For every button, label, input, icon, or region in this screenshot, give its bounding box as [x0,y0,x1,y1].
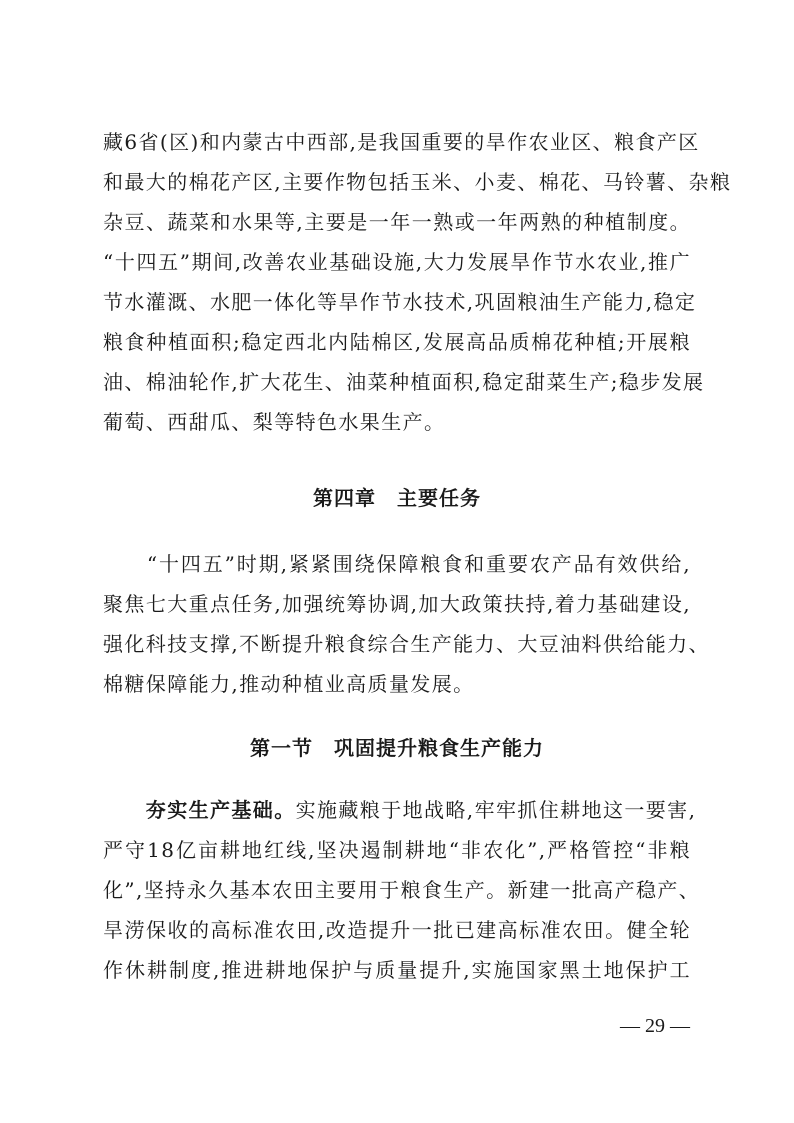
text-line: 油、棉油轮作,扩大花生、油菜种植面积,稳定甜菜生产;稳步发展 [103,370,705,394]
text-line: 葡萄、西甜瓜、梨等特色水果生产。 [103,410,446,434]
chapter-heading: 第四章 主要任务 [313,486,481,510]
text-line: 藏6省(区)和内蒙古中西部,是我国重要的旱作农业区、粮食产区 [103,130,700,154]
text-line: 棉糖保障能力,推动种植业高质量发展。 [103,672,475,696]
text-line: 聚焦七大重点任务,加强统筹协调,加大政策扶持,着力基础建设, [103,592,691,616]
text-line: 杂豆、蔬菜和水果等,主要是一年一熟或一年两熟的种植制度。 [103,210,691,234]
text-line: 粮食种植面积;稳定西北内陆棉区,发展高品质棉花种植;开展粮 [103,330,691,354]
text-line: 旱涝保收的高标准农田,改造提升一批已建高标准农田。健全轮 [103,918,691,942]
text-line: 和最大的棉花产区,主要作物包括玉米、小麦、棉花、马铃薯、杂粮 [103,170,732,194]
text-line: “十四五”时期,紧紧围绕保障粮食和重要农产品有效供给, [103,552,691,576]
text-line: 节水灌溉、水肥一体化等旱作节水技术,巩固粮油生产能力,稳定 [103,290,697,314]
paragraph-production-foundation [103,790,701,990]
page-number: — 29 — [620,1015,690,1037]
text-line: 作休耕制度,推进耕地保护与质量提升,实施国家黑土地保护工 [103,958,691,982]
paragraph-lead: 夯实生产基础。 [103,798,296,822]
text-line [103,790,697,830]
text-line: 化”,坚持永久基本农田主要用于粮食生产。新建一批高产稳产、 [103,878,701,902]
paragraph-agricultural-regions [103,122,732,442]
section-heading: 第一节 巩固提升粮食生产能力 [250,736,544,760]
first-line-text: 实施藏粮于地战略,牢牢抓住耕地这一要害, [295,798,697,822]
paragraph-chapter-intro [103,544,710,704]
text-line: 强化科技支撑,不断提升粮食综合生产能力、大豆油料供给能力、 [103,632,710,656]
text-line: “十四五”期间,改善农业基础设施,大力发展旱作节水农业,推广 [103,250,691,274]
text-line: 严守18亿亩耕地红线,坚决遏制耕地“非农化”,严格管控“非粮 [103,838,691,862]
